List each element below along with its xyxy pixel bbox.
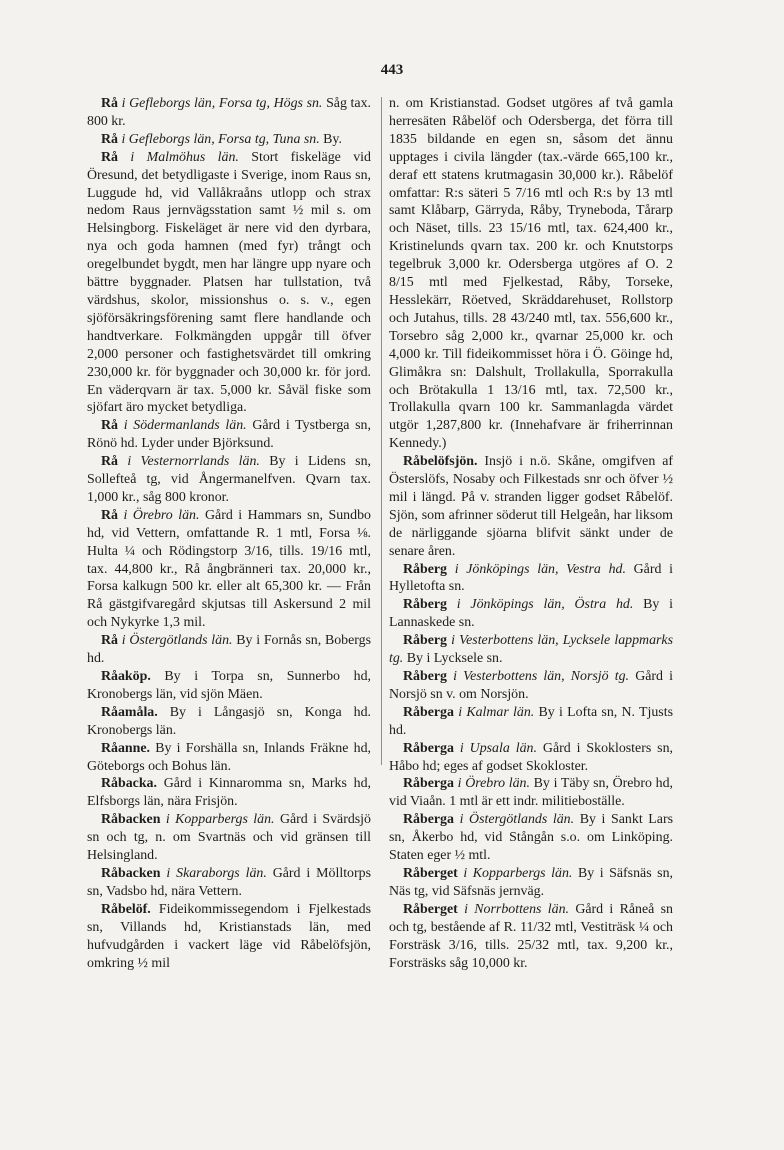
entry-headword: Råberga xyxy=(403,812,454,828)
entry xyxy=(87,775,371,811)
entry xyxy=(87,865,371,901)
entry-headword: Rå xyxy=(101,96,118,111)
entry-text: By i Fornås sn, Bobergs hd. xyxy=(87,633,371,667)
entry-headword: Rå xyxy=(101,149,118,165)
column-divider xyxy=(381,97,382,765)
entry-region: i Gefleborgs län, Forsa tg, Tuna sn. xyxy=(121,131,320,147)
entry-headword: Råberget xyxy=(403,865,458,881)
entry-text: By i Sankt Lars sn, Åkerbo hd, vid Stångån s.o. om Linköping. Staten eger ½ mtl. xyxy=(389,812,673,864)
entry xyxy=(87,740,371,776)
entry-text: Gård i Hammars sn, Sundbo hd, vid Vettern, omfattande R. 1 mtl, Forsa ⅛. Hulta ¼ och Rödingstorp 3/16, tills. 19/16 mtl, tax. 44,800 kr., Rå ångbränneri tax. 20,000 kr., Forsa kalkugn 500 kr. eller alt 65,300 kr. — Från Rå gästgifvaregård skjutsas till Askersund 2 mil och Nykyrke 1,3 mil. xyxy=(87,507,371,631)
entry xyxy=(389,668,673,704)
entry xyxy=(87,901,371,973)
entry xyxy=(87,507,371,632)
entry-text: By. xyxy=(323,131,342,147)
entry-region: i Örebro län. xyxy=(123,507,200,523)
entry-headword: Råberg xyxy=(403,633,447,649)
entry xyxy=(389,740,673,776)
entry-text: Gård i Kinnaromma sn, Marks hd, Elfsborgs län, nära Frisjön. xyxy=(87,776,371,810)
entry-region: i Gefleborgs län, Forsa tg, Högs sn. xyxy=(121,96,323,111)
entry xyxy=(389,811,673,865)
entry-text: Gård i Råneå sn och tg, bestående af R. 11/32 mtl, Vestiträsk ¼ och Forsträsk 3/16, tills. 25/32 mtl, tax. 9,200 kr., Forsträsks såg 10,000 kr. xyxy=(389,901,673,971)
entry-region: i Vesterbottens län, Lycksele lappmarks tg. xyxy=(389,633,673,667)
entry-headword: Råbacka. xyxy=(101,776,157,792)
entry xyxy=(87,149,371,418)
entry-headword: Råbelöfsjön. xyxy=(403,454,478,470)
entry-text: Gård i Svärdsjö sn och tg, n. om Svartnäs och vid gränsen till Helsingland. xyxy=(87,812,371,864)
entry-text: By i Forshälla sn, Inlands Fräkne hd, Göteborgs och Bohus län. xyxy=(87,740,371,774)
entry-region: i Skaraborgs län. xyxy=(166,865,267,881)
entry xyxy=(389,453,673,560)
entry xyxy=(389,561,673,597)
entry-text: Fideikommissegendom i Fjelkestads sn, Villands hd, Kristianstads län, med hufvudgården i vackert läge vid Råbelöfsjön, omkring ½ mil xyxy=(87,901,371,971)
left-column xyxy=(87,95,371,972)
entry-text: By i Lofta sn, N. Tjusts hd. xyxy=(389,704,673,738)
entry xyxy=(87,632,371,668)
entry-text: By i Lannaskede sn. xyxy=(389,597,673,631)
entry xyxy=(389,704,673,740)
entry-text: By i Säfsnäs sn, Näs tg, vid Säfsnäs jernväg. xyxy=(389,865,673,899)
entry xyxy=(87,704,371,740)
entry xyxy=(389,901,673,973)
entry-text: By i Torpa sn, Sunnerbo hd, Kronobergs län, vid sjön Mäen. xyxy=(87,669,371,702)
page-number: 443 xyxy=(380,62,404,78)
entry-headword: Råberg xyxy=(403,597,447,613)
entry-headword: Råberga xyxy=(403,740,454,756)
entry-text: Gård i Norsjö sn v. om Norsjön. xyxy=(389,669,673,702)
entry-headword: Rå xyxy=(101,131,118,147)
entry xyxy=(389,596,673,632)
entry-text: Såg tax. 800 kr. xyxy=(87,96,371,129)
entry-region: i Jönköpings län, Östra hd. xyxy=(456,597,634,613)
entry-region: i Kopparbergs län. xyxy=(463,865,573,881)
entry-headword: Råbelöf. xyxy=(101,901,151,917)
entry xyxy=(87,417,371,453)
entry xyxy=(87,811,371,865)
entry-text: Stort fiskeläge vid Öresund, det betydligaste i Sverige, inom Raus sn, Luggude hd, vid Vallåkraåns utlopp och strax nedom Raus jernvägsstation samt ½ mil s. om Helsingborg. Fiskeläget är nere vid den dyrbara, nya och goda hamnen (med fyr) trångt och oregelbundet bygdt, men har längre upp nyare och bättre byggnader. Platsen har tullstation, två värdshus, skolor, missionshus o. s. v., egen sjöförsäkringsförening samt flere handlande och handtverkare. Folkmängden uppgår till öfver 2,000 personer och fastighetsvärdet till omkring 230,000 kr. för byggnader och 30,000 kr. för jord. En väderqvarn är tax. 5,000 kr. Såväl fiske som sjöfart äro mycket betydliga. xyxy=(87,149,371,416)
entry-headword: Rå xyxy=(101,633,118,649)
entry-region: i Malmöhus län. xyxy=(130,149,239,165)
entry-region: i Kopparbergs län. xyxy=(165,812,275,828)
entry-text: By i Lidens sn, Sollefteå tg, vid Ångermanelfven. Qvarn tax. 1,000 kr., såg 800 kronor. xyxy=(87,454,371,505)
entry xyxy=(87,131,371,149)
entry xyxy=(87,453,371,507)
entry xyxy=(87,95,371,131)
entry-text: Insjö i n.ö. Skåne, omgifven af Österslöfs, Nosaby och Filkestads snr och öfver ½ mil i längd. På v. stranden ligger godset Råbelöf. Sjön, som afrinner söderut till Helgeån, har liksom de närliggande sjöarna blifvit sänkt under de senare åren. xyxy=(389,454,673,559)
entry-text: By i Täby sn, Örebro hd, vid Viaån. 1 mtl är ett indr. militieboställe. xyxy=(389,776,673,810)
entry-region: i Norrbottens län. xyxy=(464,901,569,917)
entry-text: Gård i Skoklosters sn, Håbo hd; eges af godset Skokloster. xyxy=(389,740,673,774)
entry-text: Gård i Mölltorps sn, Vadsbo hd, nära Vettern. xyxy=(87,865,371,899)
entry-headword: Råaköp. xyxy=(101,669,151,684)
entry-region: i Kalmar län. xyxy=(458,704,535,720)
entry-headword: Rå xyxy=(101,418,118,434)
entry-region: i Östergötlands län. xyxy=(121,633,233,649)
entry-headword: Råberg xyxy=(403,561,447,577)
entry-region: i Vesterbottens län, Norsjö tg. xyxy=(453,669,630,684)
entry-headword: Rå xyxy=(101,454,118,470)
entry-headword: Råberget xyxy=(403,901,458,917)
entry-headword: Råbacken xyxy=(101,865,161,881)
entry xyxy=(87,668,371,704)
entry-headword: Råamåla. xyxy=(101,704,158,720)
entry xyxy=(389,775,673,811)
entry xyxy=(389,632,673,668)
entry-text: Gård i Tystberga sn, Rönö hd. Lyder under Björksund. xyxy=(87,418,371,452)
entry-headword: Råberga xyxy=(403,704,454,720)
entry-text: By i Lycksele sn. xyxy=(406,651,503,667)
entry-region: i Upsala län. xyxy=(459,740,537,756)
entry-region: i Östergötlands län. xyxy=(459,812,575,828)
entry-headword: Råbacken xyxy=(101,812,161,828)
entry-region: i Örebro län. xyxy=(457,776,530,792)
entry-text: By i Långasjö sn, Konga hd. Kronobergs län. xyxy=(87,704,371,738)
right-column xyxy=(389,95,673,972)
entry-region: i Jönköpings län, Vestra hd. xyxy=(454,561,626,577)
entry-region: i Södermanlands län. xyxy=(123,418,247,434)
entry-continuation: n. om Kristianstad. Godset utgöres af två gamla herresäten Råbelöf och Odersberga, det förra till 1835 bildande en egen sn, såsom det ännu upptages i civila längder (tax.-värde 665,100 kr., deraf ett statens krutmagasin 30,000 kr.). Råbelöf omfattar: R:s säteri 5 7/16 mtl och R:s by 13 mtl samt Klåbarp, Gärryda, Råby, Tryneboda, Tårarp och Näset, tills. 23 15/16 mtl, tax. 624,400 kr., Kristinelunds qvarn tax. 200 kr. och Knutstorps tegelbruk 3,000 kr. Odersberga utgöres af O. 2 8/15 mtl med Fjelkestad, Råby, Torseke, Hesslekärr, Röetved, Skräddarehuset, Rollstorp och Jutahus, tills. 28 43/240 mtl, tax. 556,600 kr., Torsebro såg 2,000 kr., qvarnar 25,000 kr. och 4,000 kr. Till fideikommisset höra i Ö. Göinge hd, Glimåkra sn: Dalshult, Trollakulla, Sporrakulla och Brötakulla 1 13/16 mtl, tax. 72,500 kr., Trollakulla qvarn 100 kr. Sammanlagda värdet utgör 1,287,800 kr. (Innehafvare är friherrinnan Kennedy.) xyxy=(389,96,673,452)
entry-headword: Råanne. xyxy=(101,740,151,756)
entry-headword: Råberga xyxy=(403,776,454,792)
entry-region: i Vesternorrlands län. xyxy=(127,454,260,470)
entry-headword: Råberg xyxy=(403,669,447,684)
entry-text: Gård i Hylletofta sn. xyxy=(389,561,673,595)
entry xyxy=(389,865,673,901)
entry-headword: Rå xyxy=(101,507,118,523)
